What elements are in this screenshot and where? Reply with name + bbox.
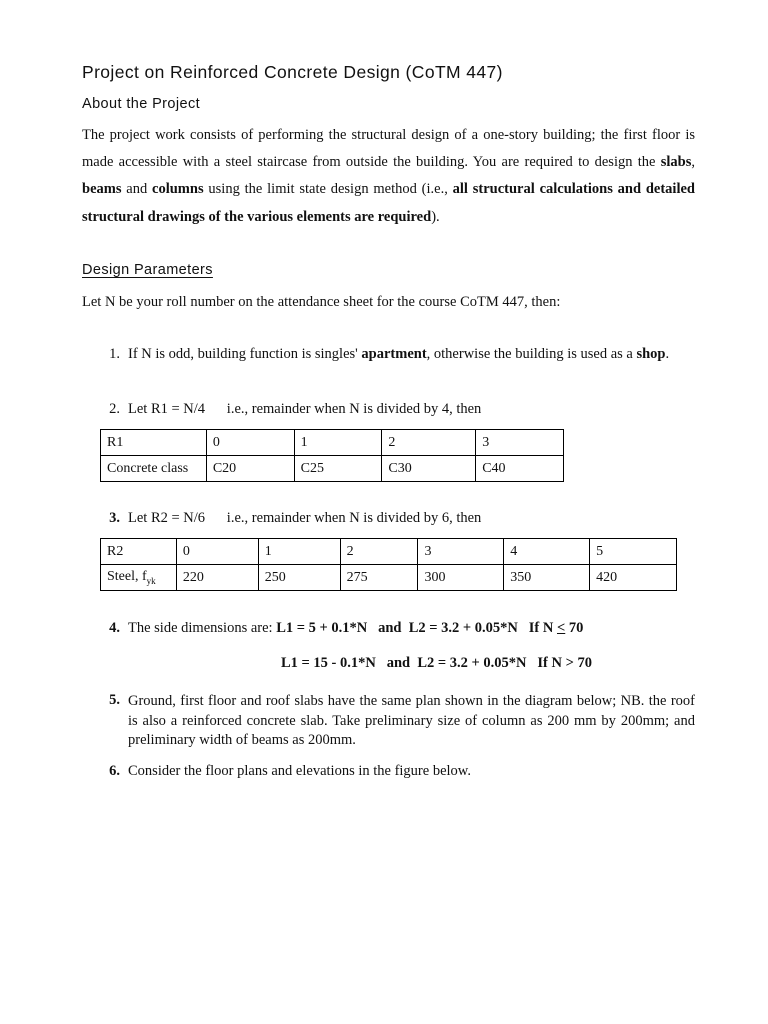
table-cell: 5 [590,539,677,565]
about-heading: About the Project [82,96,201,112]
about-text-3: and [121,181,153,198]
about-text-2: , [691,154,695,171]
table-cell: 420 [590,565,677,591]
about-text-5: ). [431,208,440,225]
item-1-post: . [665,346,670,362]
less-equal-sign: < [556,620,566,636]
dimension-formula-2: L1 = 15 - 0.1*N and L2 = 3.2 + 0.05*N If N > 70 [281,655,592,671]
table-cell: 4 [504,539,590,565]
table-row [101,539,677,565]
table-cell: 2 [340,539,418,565]
table-row [101,430,564,456]
item-1-mid: , otherwise the building is used as a [426,346,637,362]
item-number: 6. [109,763,120,779]
item-number: 3. [109,510,120,526]
dimension-formula-1: L1 = 5 + 0.1*N and L2 = 3.2 + 0.05*N If N [276,620,557,636]
item-1-pre: If N is odd, building function is singles' [128,346,362,362]
table-row [101,565,677,591]
table-cell: 0 [176,539,258,565]
concrete-class-table [100,429,564,482]
table-cell: C20 [206,456,294,482]
item-4-pre: The side dimensions are: [128,620,277,636]
table-cell: 2 [382,430,476,456]
table-cell [101,565,177,591]
item-number: 4. [109,620,120,636]
steel-grade-table [100,538,677,591]
about-text-4: using the limit state design method (i.e., [203,181,453,198]
design-parameters-heading: Design Parameters [82,262,213,278]
table-cell: R1 [101,430,207,456]
item-text: Consider the floor plans and elevations in the figure below. [128,763,471,779]
item-number: 2. [109,401,120,417]
table-cell: Concrete class [101,456,207,482]
table-cell: C30 [382,456,476,482]
table-cell: 3 [476,430,564,456]
about-paragraph [82,122,695,231]
table-cell: 250 [258,565,340,591]
item-number: 5. [109,692,120,708]
about-bold-requirements: all structural calculations and detailed structural drawings of the various elements are required [82,181,695,225]
table-cell: 275 [340,565,418,591]
item-text: Let R1 = N/4 i.e., remainder when N is divided by 4, then [128,401,482,417]
about-bold-beams: beams [82,181,122,198]
about-bold-slabs: slabs [660,154,692,171]
about-bold-columns: columns [152,181,204,198]
table-cell: 3 [418,539,504,565]
about-text-1: The project work consists of performing the structural design of a one-story building; the first floor is made accessible with a steel staircase from outside the building. You are required to design the [82,127,695,171]
shop-bold: shop [636,346,666,362]
item-text [128,346,669,363]
item-text: Let R2 = N/6 i.e., remainder when N is divided by 6, then [128,510,482,526]
table-cell: 350 [504,565,590,591]
dimension-limit: 70 [565,620,584,636]
item-text [128,620,583,637]
page-title: Project on Reinforced Concrete Design (CoTM 447) [82,62,503,82]
table-cell: 1 [294,430,382,456]
steel-label: Steel, f [107,569,147,585]
apartment-bold: apartment [361,346,427,362]
steel-subscript: yk [146,575,156,586]
table-cell: C40 [476,456,564,482]
item-number: 1. [109,346,120,362]
item-text: Ground, first floor and roof slabs have the same plan shown in the diagram below; NB. the roof is also a reinforced concrete slab. Take preliminary size of column as 200 mm by 200mm; and preliminary width of beams as 200mm. [128,693,695,748]
table-cell: 1 [258,539,340,565]
table-cell: 0 [206,430,294,456]
table-cell: R2 [101,539,177,565]
table-cell: 300 [418,565,504,591]
table-row [101,456,564,482]
intro-text: Let N be your roll number on the attendance sheet for the course CoTM 447, then: [82,294,561,310]
table-cell: 220 [176,565,258,591]
table-cell: C25 [294,456,382,482]
